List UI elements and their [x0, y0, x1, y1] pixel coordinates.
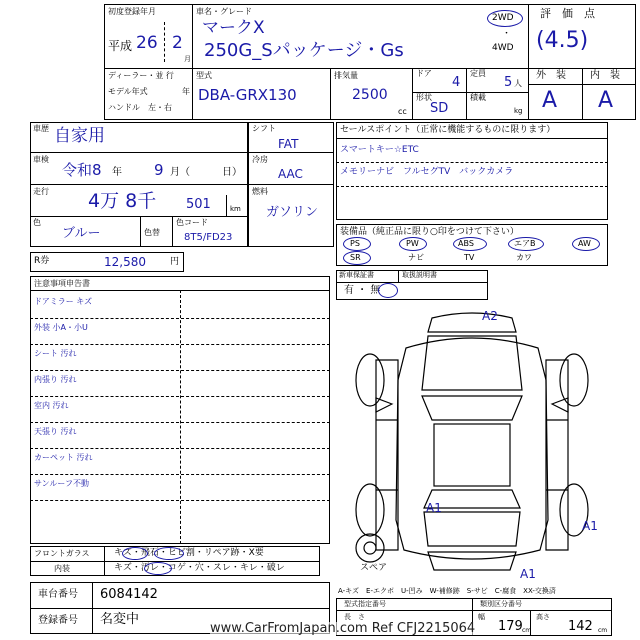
note-item: 外装 小A・小U: [34, 323, 88, 332]
inspection-month: 9: [154, 161, 164, 179]
note-item: 室内 汚れ: [34, 401, 69, 410]
damage-mark-front: A2: [482, 309, 498, 323]
width-value: 179: [498, 619, 523, 634]
equipment-label: 装備品（純正品に限り○印をつけて下さい）: [340, 227, 519, 237]
reg-no-label: 登録番号: [38, 615, 78, 626]
manual-label: 取扱説明書: [402, 271, 437, 279]
glass-label: フロントガラス: [34, 549, 90, 558]
displacement-label: 排気量: [334, 71, 358, 80]
watermark: www.CarFromJapan.com Ref CFJ2215064: [210, 621, 476, 636]
score-label: 評 価 点: [540, 7, 595, 20]
year-unit: 年: [182, 87, 190, 96]
displacement-unit: cc: [398, 107, 407, 116]
inspection-month-unit: 月（: [170, 167, 190, 178]
drive-4wd: 4WD: [492, 43, 514, 53]
reg-year: 26: [136, 33, 158, 53]
equip-ps: PS: [350, 239, 360, 248]
tax-unit: 円: [170, 257, 180, 267]
ac-label: 冷房: [252, 155, 268, 164]
model-year-label: モデル年式: [108, 87, 148, 96]
height-label: 高さ: [536, 613, 550, 621]
damage-mark-right: A1: [582, 519, 598, 533]
chassis-no-value: 6084142: [100, 587, 158, 602]
handle-label: ハンドル 左・右: [108, 103, 172, 112]
load-unit: kg: [514, 107, 523, 115]
color-value: ブルー: [62, 226, 101, 241]
color-change-label: 色替: [144, 228, 160, 237]
damage-legend: A-キズ E-エクボ U-凹み W-補修跡 S-サビ C-腐食 XX-交換済: [338, 587, 556, 595]
drive-2wd: 2WD: [492, 13, 514, 23]
color-code-value: 8T5/FD23: [184, 232, 233, 243]
interior-cond-value: キズ・汚レ・コゲ・穴・スレ・キレ・破レ: [114, 563, 285, 573]
name-grade-label: 車名・グレード: [196, 7, 252, 16]
interior-cond-label: 内装: [54, 564, 70, 573]
drive-dot: ・: [502, 29, 512, 39]
displacement-value: 2500: [352, 87, 388, 103]
reg-month: 2: [172, 33, 183, 53]
damage-mark-left: A1: [426, 501, 442, 515]
note-item: カーペット 汚れ: [34, 453, 93, 462]
use-label: 車歴: [33, 124, 49, 133]
month-unit: 月: [184, 55, 191, 63]
mileage-sub: 501: [186, 197, 211, 212]
width-label: 幅: [478, 613, 485, 621]
width-unit: cm: [522, 627, 532, 634]
shift-value: FAT: [278, 137, 299, 151]
length-label: 長 さ: [344, 613, 365, 621]
shape-label: 形状: [416, 93, 432, 102]
equip-abs: ABS: [458, 239, 474, 248]
era-label: 平成: [108, 39, 133, 53]
fuel-value: ガソリン: [266, 205, 319, 220]
warranty-value: 有 ・ 無: [344, 285, 381, 296]
door-label: ドア: [416, 69, 432, 78]
note-item: サンルーフ不動: [34, 479, 89, 488]
equip-sr: SR: [350, 253, 361, 262]
exterior-label: 外 装: [536, 70, 566, 81]
equip-aw: AW: [578, 239, 591, 248]
load-label: 積載: [470, 93, 486, 102]
car-grade: 250G_Sパッケージ・Gs: [204, 40, 404, 61]
exterior-grade: A: [542, 88, 558, 113]
equip-airbag: エアB: [514, 239, 536, 248]
color-code-label: 色コード: [176, 218, 208, 227]
type-value: DBA-GRX130: [198, 86, 297, 104]
equip-pw: PW: [406, 239, 419, 248]
sales-point-label: セールスポイント（正常に機能するものに限ります）: [340, 125, 556, 135]
inspection-year-unit: 年: [112, 167, 122, 178]
category-label: 類別区分番号: [480, 600, 522, 608]
color-label: 色: [33, 218, 41, 227]
interior-grade: A: [598, 88, 614, 113]
tax-value: 12,580: [104, 255, 146, 269]
fuel-label: 燃料: [252, 187, 268, 196]
mileage-value: 4万 8千: [88, 190, 157, 212]
use-value: 自家用: [54, 126, 105, 146]
note-item: シート 汚れ: [34, 349, 77, 358]
interior-label: 内 装: [590, 70, 620, 81]
door-value: 4: [452, 75, 461, 90]
sales-point-line1: スマートキー☆ETC: [340, 145, 419, 155]
equip-navi: ナビ: [408, 253, 424, 262]
reg-no-value: 名変中: [100, 612, 140, 627]
model-spec-label: 型式指定番号: [344, 600, 386, 608]
type-label: 型式: [196, 71, 212, 80]
notes-label: 注意事項申告書: [34, 279, 90, 288]
shift-label: シフト: [252, 124, 276, 133]
equip-tv: TV: [464, 253, 475, 262]
score-value: (4.5): [536, 28, 589, 53]
inspection-label: 車検: [33, 155, 49, 164]
height-value: 142: [568, 619, 593, 634]
tax-label: R券: [34, 256, 50, 266]
car-diagram: [336, 300, 608, 580]
spare-label: スペア: [360, 563, 388, 573]
mileage-unit: km: [230, 205, 241, 213]
ac-value: AAC: [278, 167, 303, 181]
warranty-label: 新車保証書: [339, 271, 374, 279]
note-item: 内張り 汚れ: [34, 375, 77, 384]
shape-value: SD: [430, 101, 449, 116]
inspection-day-unit: 日）: [222, 167, 242, 178]
dealer-label: ディーラー・並 行: [108, 71, 174, 80]
capacity-unit: 人: [514, 79, 522, 88]
first-reg-label: 初度登録年月: [108, 7, 156, 16]
car-name: マークX: [202, 18, 265, 38]
note-item: ドアミラー キズ: [34, 297, 93, 306]
capacity-label: 定員: [470, 69, 486, 78]
capacity-value: 5: [504, 75, 513, 90]
note-item: 天張り 汚れ: [34, 427, 77, 436]
height-unit: cm: [598, 627, 608, 634]
damage-mark-rear: A1: [520, 567, 536, 581]
mileage-label: 走行: [33, 187, 49, 196]
inspection-era: 令和8: [62, 161, 102, 179]
chassis-no-label: 車台番号: [38, 589, 78, 600]
equip-leather: カワ: [516, 253, 532, 262]
sales-point-line2: メモリーナビ フルセグTV バックカメラ: [340, 167, 514, 177]
glass-value: キズ・飛石・ヒビ割・リペア跡・X要: [114, 548, 264, 558]
